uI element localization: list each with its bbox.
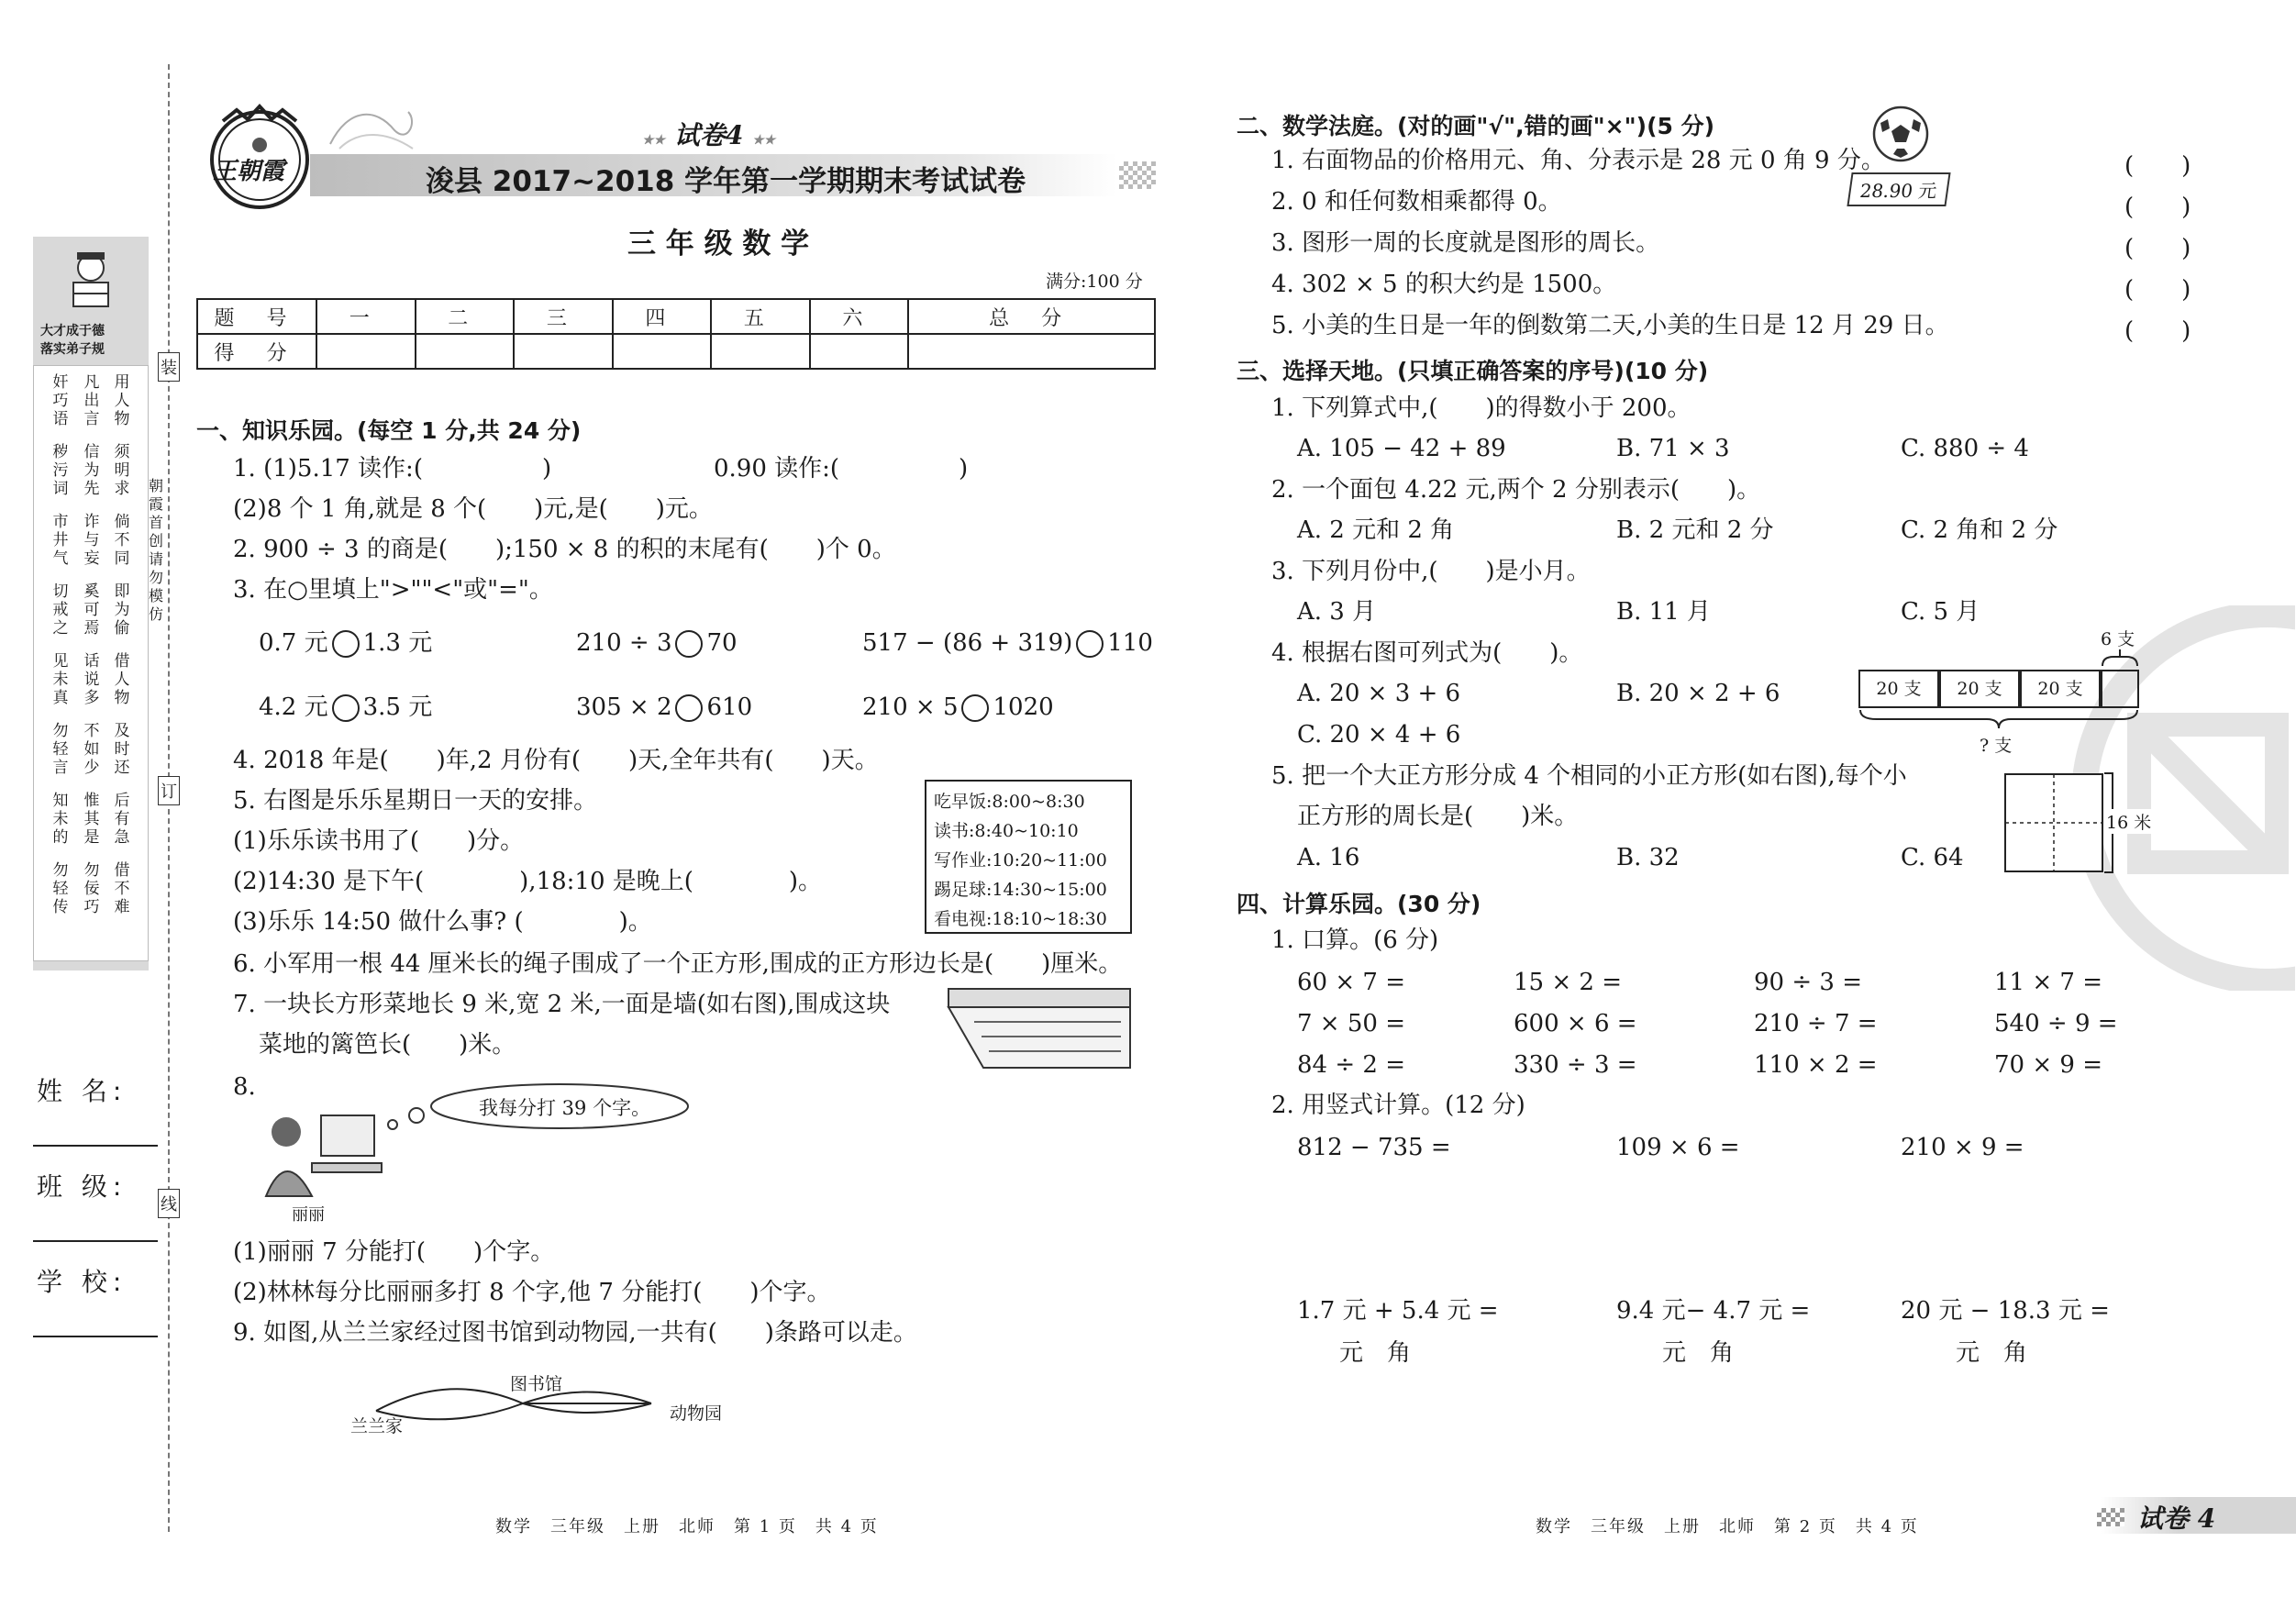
- section-2-heading: 二、数学法庭。(对的画"√",错的画"×")(5 分): [1237, 113, 1715, 139]
- choice-q3: 3. 下列月份中,( )是小月。: [1271, 558, 1591, 585]
- bar-question-label: ? 支: [1980, 736, 2013, 756]
- full-score: 满分:100 分: [1046, 272, 1143, 292]
- answer-paren[interactable]: ( ): [2124, 235, 2191, 262]
- exam-subtitle: 三 年 级 数 学: [627, 227, 810, 261]
- vertical-item: 109 × 6 =: [1616, 1134, 1740, 1161]
- choice-option: A. 3 月: [1297, 598, 1377, 626]
- schedule-item: 读书:8:40~10:10: [934, 821, 1079, 841]
- q1-part2: (2)8 个 1 角,就是 8 个( )元,是( )元。: [233, 495, 713, 523]
- bar-top-brace: [2101, 648, 2139, 668]
- choice-option: A. 16: [1297, 844, 1360, 871]
- typist-illustration: [257, 1108, 385, 1200]
- score-header-cell: 总 分: [908, 299, 1155, 334]
- map-home: 兰兰家: [350, 1416, 404, 1436]
- motto-col: 话说多: [83, 652, 100, 707]
- score-header-cell: 二: [416, 299, 515, 334]
- section-1-heading: 一、知识乐园。(每空 1 分,共 24 分): [196, 417, 582, 444]
- motto-col: 凡出言: [83, 373, 100, 428]
- money-item: 9.4 元− 4.7 元 =: [1616, 1297, 1811, 1325]
- choice-option: B. 71 × 3: [1616, 435, 1730, 462]
- oral-item: 15 × 2 =: [1514, 969, 1622, 996]
- vertical-heading: 2. 用竖式计算。(12 分): [1271, 1092, 1525, 1119]
- bar-segment: 20 支: [1939, 670, 2020, 708]
- score-table: [196, 298, 1156, 370]
- answer-paren[interactable]: ( ): [2124, 194, 2191, 221]
- schedule-item: 看电视:18:10~18:30: [934, 909, 1107, 929]
- oral-heading: 1. 口算。(6 分): [1271, 926, 1439, 954]
- q2: 2. 900 ÷ 3 的商是( );150 × 8 的积的末尾有( )个 0。: [233, 536, 896, 563]
- schedule-box: [925, 780, 1132, 934]
- vertical-item: 210 × 9 =: [1901, 1134, 2024, 1161]
- motto-col: 市井气: [52, 513, 69, 568]
- motto-bottom: 落实弟子规: [40, 342, 105, 357]
- choice-option: B. 11 月: [1616, 598, 1711, 626]
- motto-col: 奚可焉: [83, 582, 100, 638]
- compare-item: [862, 629, 1153, 658]
- oral-item: 210 ÷ 7 =: [1754, 1010, 1878, 1037]
- oral-item: 84 ÷ 2 =: [1297, 1051, 1405, 1079]
- choice-option: C. 2 角和 2 分: [1901, 516, 2058, 544]
- compare-left: 0.7 元: [259, 629, 328, 657]
- compare-right: 610: [706, 693, 753, 721]
- bar-segment: 20 支: [2020, 670, 2101, 708]
- q7-line1: 7. 一块长方形菜地长 9 米,宽 2 米,一面是墙(如右图),围成这块: [233, 991, 891, 1018]
- compare-left: 4.2 元: [259, 693, 328, 721]
- q8: 8.: [233, 1073, 256, 1101]
- schedule-item: 吃早饭:8:00~8:30: [934, 792, 1085, 812]
- answer-paren[interactable]: ( ): [2124, 276, 2191, 304]
- class-label: 班 级:: [37, 1171, 128, 1202]
- motto-col: 后有急: [114, 792, 130, 847]
- star-icon: ★★: [752, 133, 776, 148]
- bubble-text: 我每分打 39 个字。: [479, 1097, 651, 1119]
- score-cell[interactable]: [416, 334, 515, 369]
- motto-col: 倘不同: [114, 513, 130, 568]
- compare-item: [259, 693, 432, 722]
- bar-top-label: 6 支: [2101, 629, 2135, 649]
- judge-item: 5. 小美的生日是一年的倒数第二天,小美的生日是 12 月 29 日。: [1271, 312, 1949, 339]
- motto-col: 借人物: [114, 652, 130, 707]
- section-4-heading: 四、计算乐园。(30 分): [1237, 891, 1481, 917]
- page-footer-left: 数学 三年级 上册 北师 第 1 页 共 4 页: [495, 1517, 879, 1536]
- motto-col: 须明求: [114, 443, 130, 498]
- motto-col: 奸巧语: [52, 373, 69, 428]
- judge-item: 3. 图形一周的长度就是图形的周长。: [1271, 229, 1660, 257]
- school-label: 学 校:: [37, 1267, 128, 1297]
- score-header-cell: 一: [316, 299, 416, 334]
- q9: 9. 如图,从兰兰家经过图书馆到动物园,一共有( )条路可以走。: [233, 1319, 917, 1347]
- map-zoo: 动物园: [670, 1403, 723, 1424]
- checker-decoration: [1119, 161, 1156, 189]
- choice-q5-line1: 5. 把一个大正方形分成 4 个相同的小正方形(如右图),每个小: [1271, 762, 1907, 790]
- compare-circle[interactable]: [961, 694, 989, 722]
- ribbon-decoration: [321, 103, 422, 158]
- score-header-cell: 六: [810, 299, 909, 334]
- score-header-cell: 五: [711, 299, 810, 334]
- lili-label: 丽丽: [292, 1205, 325, 1225]
- score-cell[interactable]: [316, 334, 416, 369]
- oral-item: 60 × 7 =: [1297, 969, 1405, 996]
- binding-mark: 订: [158, 776, 180, 805]
- motto-col: 知未的: [52, 792, 69, 847]
- bar-extra-segment: [2101, 670, 2139, 708]
- compare-circle[interactable]: [332, 694, 360, 722]
- motto-col: 不如少: [83, 722, 100, 777]
- score-header-cell: 题 号: [197, 299, 316, 334]
- star-icon: ★★: [642, 133, 666, 148]
- motto-col: 秽污词: [52, 443, 69, 498]
- money-item: 20 元 − 18.3 元 =: [1901, 1297, 2110, 1325]
- compare-circle[interactable]: [675, 694, 703, 722]
- compare-left: 305 × 2: [576, 693, 672, 721]
- name-field[interactable]: [33, 1145, 158, 1147]
- money-unit: 元 角: [1339, 1339, 1412, 1367]
- oral-item: 600 × 6 =: [1514, 1010, 1637, 1037]
- score-header-cell: 三: [514, 299, 613, 334]
- compare-item: [576, 629, 738, 658]
- motto-col: 切戒之: [52, 582, 69, 638]
- logo-text: 王朝霞: [213, 158, 285, 185]
- compare-item: [862, 693, 1054, 722]
- q8-part1: (1)丽丽 7 分能打( )个字。: [233, 1238, 555, 1266]
- judge-item: 2. 0 和任何数相乘都得 0。: [1271, 188, 1562, 216]
- score-cell[interactable]: [613, 334, 712, 369]
- vertical-item: 812 − 735 =: [1297, 1134, 1451, 1161]
- square-label: 16 米: [2106, 809, 2151, 834]
- garden-illustration: [947, 985, 1132, 1073]
- series-text: 试卷4: [673, 120, 744, 150]
- score-header-row: [197, 299, 1155, 334]
- choice-option: A. 20 × 3 + 6: [1297, 680, 1461, 707]
- child-illustration: [61, 248, 121, 312]
- motto-col: 诈与妄: [83, 513, 100, 568]
- compare-left: 210 × 5: [862, 693, 959, 721]
- compare-right: 3.5 元: [362, 693, 433, 721]
- choice-option: B. 20 × 2 + 6: [1616, 680, 1780, 707]
- choice-q4: 4. 根据右图可列式为( )。: [1271, 639, 1583, 667]
- q8-part2: (2)林林每分比丽丽多打 8 个字,他 7 分能打( )个字。: [233, 1279, 831, 1306]
- binding-mark: 线: [158, 1189, 180, 1218]
- class-field[interactable]: [33, 1240, 158, 1242]
- score-cell[interactable]: [810, 334, 909, 369]
- name-label: 姓 名:: [37, 1076, 128, 1106]
- score-cell[interactable]: [711, 334, 810, 369]
- motto-col: 勿轻传: [52, 861, 69, 916]
- oral-item: 7 × 50 =: [1297, 1010, 1405, 1037]
- q3: 3. 在○里填上">""<"或"="。: [233, 576, 553, 604]
- oral-item: 90 ÷ 3 =: [1754, 969, 1862, 996]
- q4: 4. 2018 年是( )年,2 月份有( )天,全年共有( )天。: [233, 747, 879, 774]
- compare-right: 1020: [993, 693, 1054, 721]
- binding-mark: 装: [158, 352, 180, 382]
- exam-title: 浚县 2017~2018 学年第一学期期末考试试卷: [426, 165, 1026, 198]
- compare-left: 210 ÷ 3: [576, 629, 672, 657]
- choice-option: C. 64: [1901, 844, 1964, 871]
- choice-option: C. 880 ÷ 4: [1901, 435, 2029, 462]
- motto-panel: [33, 237, 149, 970]
- compare-right: 1.3 元: [362, 629, 433, 657]
- schedule-item: 写作业:10:20~11:00: [934, 850, 1107, 871]
- motto-col: 信为先: [83, 443, 100, 498]
- judge-item: 1. 右面物品的价格用元、角、分表示是 28 元 0 角 9 分。: [1271, 147, 1885, 174]
- motto-col: 见未真: [52, 652, 69, 707]
- q1-part1: 1. (1)5.17 读作:( ): [233, 455, 552, 482]
- score-cell[interactable]: [514, 334, 613, 369]
- motto-col: 用人物: [114, 373, 130, 428]
- judge-item: 4. 302 × 5 的积大约是 1500。: [1271, 271, 1617, 298]
- page-footer-right: 数学 三年级 上册 北师 第 2 页 共 4 页: [1536, 1517, 1919, 1536]
- money-item: 1.7 元 + 5.4 元 =: [1297, 1297, 1499, 1325]
- choice-option: A. 2 元和 2 角: [1297, 516, 1455, 544]
- motto-col: 即为偷: [114, 582, 130, 638]
- motto-col: 借不难: [114, 861, 130, 916]
- oral-item: 330 ÷ 3 =: [1514, 1051, 1637, 1079]
- choice-q5-line2: 正方形的周长是( )米。: [1297, 803, 1579, 830]
- compare-circle[interactable]: [675, 630, 703, 658]
- money-unit: 元 角: [1662, 1339, 1735, 1367]
- bar-segment: 20 支: [1858, 670, 1939, 708]
- compare-right: 70: [706, 629, 738, 657]
- motto-col: 勿佞巧: [83, 861, 100, 916]
- score-value-row: [197, 334, 1155, 369]
- choice-q1: 1. 下列算式中,( )的得数小于 200。: [1271, 394, 1691, 422]
- motto-top: 大才成于德: [40, 324, 105, 338]
- choice-q2: 2. 一个面包 4.22 元,两个 2 分别表示( )。: [1271, 476, 1761, 504]
- section-3-heading: 三、选择天地。(只填正确答案的序号)(10 分): [1237, 358, 1709, 384]
- motto-col: 惟其是: [83, 792, 100, 847]
- square-diagram: [2003, 772, 2104, 873]
- series-label: [642, 116, 775, 152]
- corner-squares: [2097, 1508, 2124, 1526]
- oral-item: 11 × 7 =: [1994, 969, 2102, 996]
- q5-part2: (2)14:30 是下午( ),18:10 是晚上( )。: [233, 868, 823, 895]
- choice-option: C. 20 × 4 + 6: [1297, 721, 1461, 749]
- choice-option: A. 105 − 42 + 89: [1297, 435, 1506, 462]
- corner-series: 试卷 4: [2137, 1503, 2216, 1534]
- compare-left: 517 − (86 + 319): [862, 629, 1073, 657]
- price-tag: 28.90 元: [1847, 172, 1950, 206]
- binding-note: 朝霞首创 请勿模仿: [149, 477, 164, 623]
- oral-item: 70 × 9 =: [1994, 1051, 2102, 1079]
- map-library: 图书馆: [510, 1374, 563, 1394]
- choice-option: B. 2 元和 2 分: [1616, 516, 1774, 544]
- choice-option: C. 5 月: [1901, 598, 1980, 626]
- schedule-item: 踢足球:14:30~15:00: [934, 880, 1107, 900]
- q6: 6. 小军用一根 44 厘米长的绳子围成了一个正方形,围成的正方形边长是( )厘米。: [233, 950, 1123, 978]
- compare-circle[interactable]: [332, 630, 360, 658]
- compare-circle[interactable]: [1076, 630, 1104, 658]
- compare-item: [259, 629, 432, 658]
- choice-option: B. 32: [1616, 844, 1680, 871]
- motto-col: 勿轻言: [52, 722, 69, 777]
- answer-paren[interactable]: ( ): [2124, 152, 2191, 180]
- q5: 5. 右图是乐乐星期日一天的安排。: [233, 787, 598, 815]
- bar-brace: [1858, 708, 2139, 730]
- q1-part1b: 0.90 读作:( ): [714, 455, 969, 482]
- answer-paren[interactable]: ( ): [2124, 317, 2191, 345]
- oral-item: 540 ÷ 9 =: [1994, 1010, 2118, 1037]
- motto-col: 及时还: [114, 722, 130, 777]
- score-cell[interactable]: [908, 334, 1155, 369]
- motto-grid: [33, 365, 149, 961]
- q5-part3: (3)乐乐 14:50 做什么事? ( )。: [233, 908, 652, 936]
- q7-line2: 菜地的篱笆长( )米。: [259, 1031, 516, 1059]
- score-header-cell: 四: [613, 299, 712, 334]
- score-row-label: 得 分: [197, 334, 316, 369]
- school-field[interactable]: [33, 1336, 158, 1337]
- compare-right: 110: [1107, 629, 1153, 657]
- compare-item: [576, 693, 752, 722]
- oral-item: 110 × 2 =: [1754, 1051, 1878, 1079]
- money-unit: 元 角: [1956, 1339, 2028, 1367]
- q5-part1: (1)乐乐读书用了( )分。: [233, 827, 525, 855]
